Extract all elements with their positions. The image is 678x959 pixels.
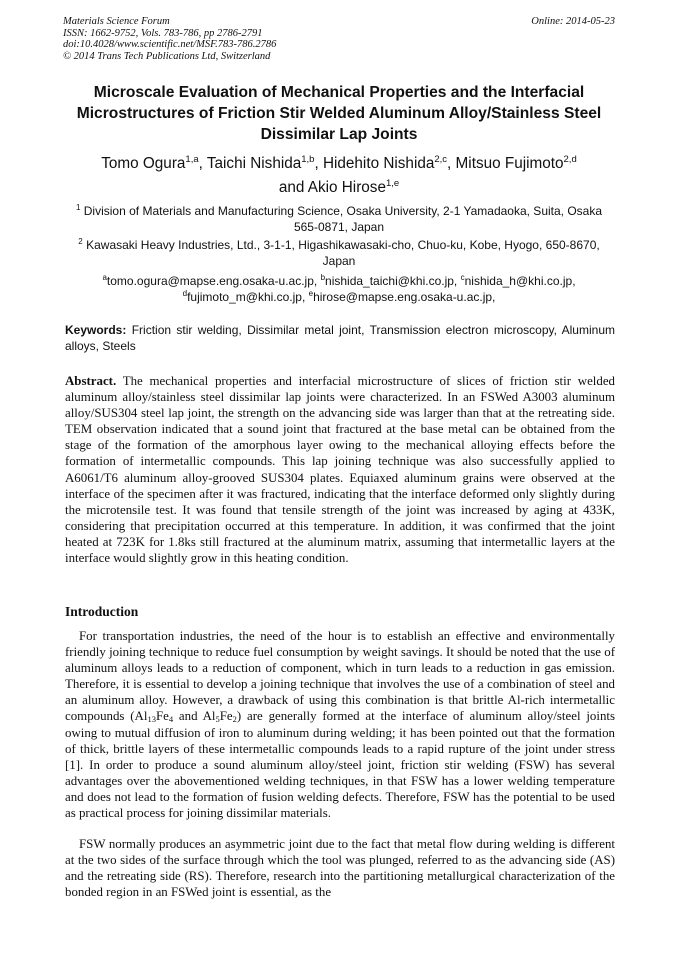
email-link[interactable]: fujimoto_m@khi.co.jp, [187, 289, 309, 304]
online-date: Online: 2014-05-23 [531, 16, 615, 27]
paragraph-text: ) are generally formed at the interface of aluminum alloy/steel joints owing to mutual diffusion of iron to aluminum during welding; it has been pointed out that the formation of thick, brittle layers of these intermetallic compounds leads to a rapid rupture of the joint under stress [1]. In order to produce a sound aluminum alloy/steel joint, friction stir welding (FSW) has several advantages over the abovementioned welding techniques, in that FSW has a lower welding temperature and does not lead to the formation of fusion welding defects. Therefore, FSW has the potential to be used as practical process for joining dissimilar materials. [65, 709, 615, 821]
keywords [65, 322, 615, 354]
affiliation-1 [63, 203, 615, 235]
paper-title: Microscale Evaluation of Mechanical Properties and the Interfacial Microstructures of Friction Stir Welded Aluminum Alloy/Stainless Steel Dissimilar Lap Joints [76, 84, 602, 143]
email-link[interactable]: hirose@mapse.eng.osaka-u.ac.jp, [313, 289, 496, 304]
journal-header [63, 16, 615, 62]
email-link[interactable]: nishida_h@khi.co.jp, [464, 274, 576, 288]
email-link[interactable]: nishida_taichi@khi.co.jp, [325, 274, 461, 288]
email-mark: d [182, 288, 188, 298]
affiliation-number: 2 [78, 237, 83, 246]
journal-name: Materials Science Forum [63, 16, 170, 27]
email-mark: b [320, 273, 326, 282]
affiliation-number: 1 [75, 203, 81, 212]
author-affiliation-mark: 1,a [185, 154, 199, 165]
paragraph-text: Fe [219, 709, 233, 724]
paragraph-text: For transportation industries, the need of the hour is to establish an effective and environmentally friendly joining technique to reduce fuel consumption by weight savings. It should be noted that the use of aluminum alloys leads to a reduction of component, which in turn leads to a reduction in gas emission. Therefore, it is essential to develop a joining technique that involves the use of a combination of steel and an aluminum alloy. However, a drawback of using this combination is that brittle Al-rich intermetallic compounds (Al [65, 629, 615, 724]
doi-line: doi:10.4028/www.scientific.net/MSF.783-786.2786 [63, 39, 277, 51]
subscript: 4 [168, 714, 174, 725]
author-name: Taichi Nishida [206, 155, 302, 172]
affiliation-2 [63, 237, 615, 269]
abstract [65, 373, 615, 566]
issn-line: ISSN: 1662-9752, Vols. 783-786, pp 2786-2791 [63, 27, 263, 39]
author-separator: , [198, 155, 207, 172]
author-name: Mitsuo Fujimoto [455, 155, 564, 172]
subscript: 5 [215, 714, 220, 725]
abstract-text: The mechanical properties and interfacial microstructure of slices of friction stir welded aluminum alloy/stainless steel dissimilar lap joints were characterized. In an FSWed A3003 aluminum alloy/SUS304 steel lap joint, the strength on the advancing side was larger than that at the retreating side. TEM observation indicated that a sound joint that fractured at the base metal can be obtained from the stage of the formation of the amorphous layer owing to the mechanical alloying effects before the formation of intermetallic compounds. This lap joining technique was also successfully applied to A6061/T6 aluminum alloy-grooved SUS304 plates. Equiaxed aluminum grains were observed at the interface of the specimen after it was fractured, indicating that the interface deformed only slightly during the microtensile test. It was found that tensile strength of the joint was increased by aging at 433K, considering that precipitation occurred at this temperature. In addition, it was confirmed that the joint heated at 723K for 1.8ks still fractured at the aluminum matrix, assuming that intermetallic layers at the interface would slightly grow in this heating condition. [65, 374, 615, 566]
keywords-label: Keywords: [65, 323, 127, 337]
email-list [63, 274, 615, 305]
author-list [55, 152, 623, 200]
copyright-line: © 2014 Trans Tech Publications Ltd, Switzerland [63, 50, 271, 62]
affiliation-text: Kawasaki Heavy Industries, Ltd., 3-1-1, Higashikawasaki-cho, Chuo-ku, Kobe, Hyogo, 650-8670, Japan [86, 238, 600, 268]
author-name: Tomo Ogura [101, 155, 186, 172]
author-affiliation-mark: 2,c [434, 154, 448, 165]
email-mark: c [460, 273, 465, 282]
author-affiliation-mark: 1,b [301, 154, 315, 165]
affiliation-text: Division of Materials and Manufacturing Science, Osaka University, 2-1 Yamadaoka, Suita, Osaka 565-0871, Japan [83, 204, 603, 234]
abstract-label: Abstract. [65, 374, 117, 388]
author-name: and Akio Hirose [278, 179, 386, 196]
author-affiliation-mark: 2,d [563, 154, 577, 165]
paragraph-text: Fe [155, 709, 169, 724]
subscript: 2 [232, 714, 237, 725]
introduction-paragraph-1 [65, 628, 615, 821]
email-mark: a [102, 273, 107, 282]
author-separator: , [314, 155, 323, 172]
paragraph-text: and Al [173, 709, 216, 724]
author-affiliation-mark: 1,e [385, 178, 400, 189]
section-heading-introduction: Introduction [65, 604, 139, 619]
email-mark: e [308, 288, 314, 298]
keywords-text: Friction stir welding, Dissimilar metal joint, Transmission electron microscopy, Aluminum alloys, Steels [65, 323, 615, 353]
introduction-paragraph-2: FSW normally produces an asymmetric joint due to the fact that metal flow during welding is different at the two sides of the surface through which the tool was plunged, referred to as the advancing side (AS) and the retreating side (RS). Therefore, research into the partitioning metallurgical characterization of the bonded region in an FSWed joint is essential, as the [65, 837, 615, 900]
subscript: 13 [147, 714, 156, 725]
author-name: Hidehito Nishida [322, 155, 435, 172]
author-separator: , [447, 155, 456, 172]
email-link[interactable]: tomo.ogura@mapse.eng.osaka-u.ac.jp, [106, 274, 321, 288]
